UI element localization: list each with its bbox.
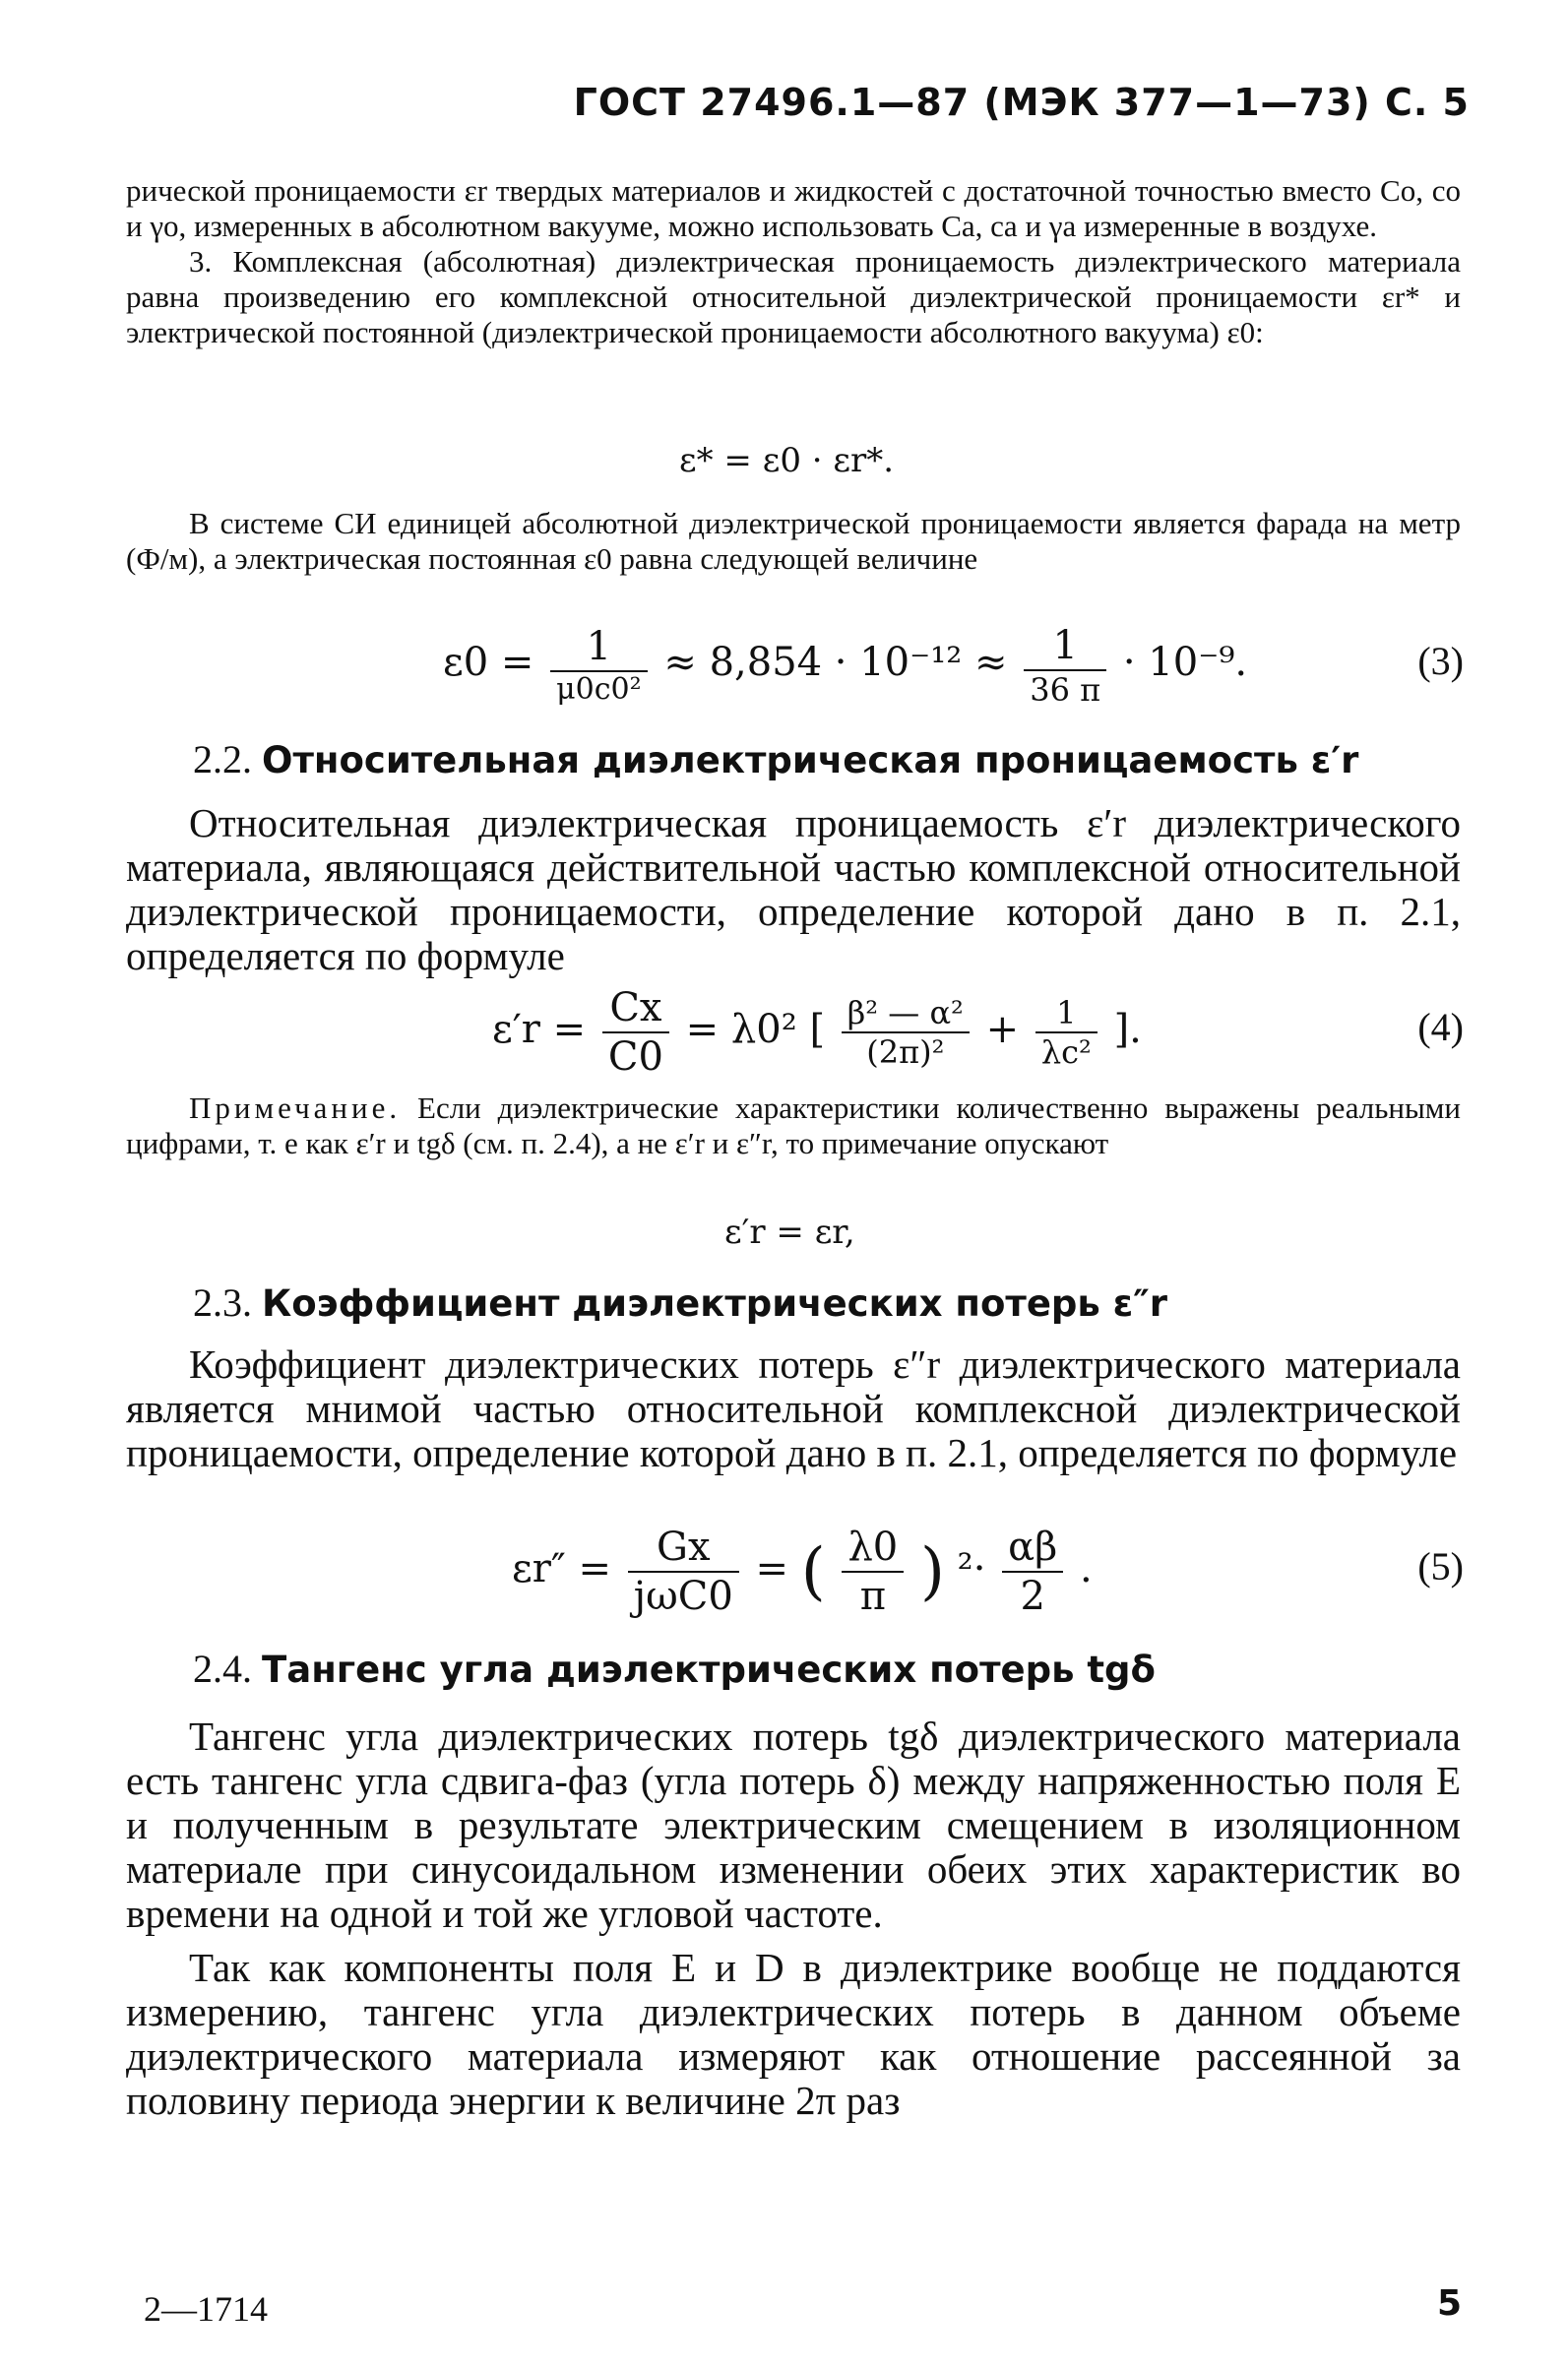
- formula-3-middle: ≈ 8,854 · 10⁻¹² ≈: [663, 640, 1008, 686]
- formula-complex-permittivity: ε* = ε0 · εr*.: [679, 441, 895, 480]
- note-label: Примечание.: [189, 1091, 402, 1125]
- formula-4-fraction-2: [842, 994, 970, 1072]
- formula-5-fraction-2: [842, 1524, 904, 1620]
- section-heading-2-2: [193, 736, 1358, 782]
- section-2-4-paragraph-1: Тангенс угла диэлектрических потерь tgδ диэлектрического материала есть тангенс угла сдвига-фаз (угла потерь δ) между напряженностью поля E и полученным в результате электрическим смещением в изоляционном материале при синусоидальном изменении обеих этих характеристик во времени на одной и той же угловой частоте.: [126, 1714, 1461, 1936]
- formula-5-fraction-3: [1002, 1524, 1063, 1620]
- formula-note: ε′r = εr,: [724, 1213, 855, 1252]
- formula-3: [443, 622, 1247, 709]
- formula-5: [512, 1524, 1093, 1620]
- formula-5-paren-close: ): [919, 1535, 945, 1608]
- formula-5-fraction-1-denominator: jωC0: [633, 1574, 733, 1619]
- section-heading-2-3: [193, 1279, 1167, 1326]
- section-2-3-title: Коэффициент диэлектрических потерь ε″r: [262, 1282, 1168, 1325]
- formula-3-fraction-1-denominator: μ0c0²: [556, 672, 642, 708]
- formula-5-fraction-2-numerator: λ0: [842, 1524, 904, 1573]
- intro-paragraph-1: рической проницаемости εr твердых материалов и жидкостей с достаточной точностью вместо Co, co и γo, измеренных в абсолютном вакууме, можно использовать Ca, ca и γa измеренные в воздухе.: [126, 173, 1461, 243]
- formula-5-power: ²·: [957, 1546, 986, 1591]
- equation-number-3: (3): [1417, 639, 1464, 683]
- formula-3-tail: · 10⁻⁹.: [1122, 640, 1248, 686]
- formula-5-fraction-1-numerator: Gx: [628, 1524, 739, 1573]
- formula-4-fraction-3-numerator: 1: [1035, 994, 1098, 1033]
- note-text: Если диэлектрические характеристики количественно выражены реальными цифрами, т. е как ε′r и tgδ (см. п. 2.4), а не ε′r и ε″r, то примечание опускают: [126, 1091, 1461, 1160]
- formula-5-lhs: εr″ =: [512, 1546, 612, 1591]
- formula-5-fraction-2-denominator: π: [859, 1574, 886, 1619]
- formula-4-fraction-2-numerator: β² — α²: [842, 994, 970, 1033]
- equation-number-5: (5): [1417, 1544, 1464, 1589]
- section-2-4-number: 2.4.: [193, 1647, 252, 1691]
- section-2-3-number: 2.3.: [193, 1280, 252, 1325]
- intro-block-2: [126, 506, 1461, 577]
- section-2-2-paragraph: Относительная диэлектрическая проницаемость ε′r диэлектрического материала, являющаяся действительной частью комплексной относительной диэлектрической проницаемости, определение которой дано в п. 2.1, определяется по формуле: [126, 800, 1461, 978]
- section-2-3-body: [126, 1342, 1461, 1475]
- section-2-4-title: Тангенс угла диэлектрических потерь tgδ: [262, 1649, 1156, 1691]
- section-2-3-paragraph: Коэффициент диэлектрических потерь ε″r диэлектрического материала является мнимой частью относительной комплексной диэлектрической проницаемости, определение которой дано в п. 2.1, определяется по формуле: [126, 1341, 1461, 1475]
- formula-3-fraction-1: [550, 623, 648, 708]
- formula-3-fraction-1-numerator: 1: [550, 623, 648, 672]
- formula-4: [492, 984, 1142, 1081]
- formula-4-middle: = λ0² [: [685, 1007, 826, 1052]
- formula-5-paren-open: (: [800, 1535, 826, 1608]
- formula-3-fraction-2: [1024, 622, 1106, 709]
- formula-4-lhs: ε′r =: [492, 1007, 587, 1052]
- formula-3-lhs: ε0 =: [443, 640, 534, 686]
- formula-5-end: .: [1080, 1546, 1093, 1591]
- footer-page-number: 5: [1436, 2283, 1462, 2324]
- section-2-4-body: [126, 1714, 1461, 2123]
- section-2-2-body: [126, 801, 1461, 978]
- equation-number-4: (4): [1417, 1005, 1464, 1049]
- formula-4-fraction-2-denominator: (2π)²: [866, 1033, 945, 1071]
- formula-5-middle: =: [755, 1546, 789, 1591]
- formula-3-fraction-2-numerator: 1: [1024, 622, 1106, 671]
- section-heading-2-4: [193, 1646, 1156, 1692]
- formula-4-fraction-1: [602, 984, 669, 1081]
- formula-4-fraction-1-denominator: C0: [607, 1034, 663, 1080]
- footer-print-code: 2—1714: [144, 2289, 268, 2329]
- formula-4-fraction-3-denominator: λc²: [1040, 1033, 1092, 1071]
- note-block: [126, 1091, 1461, 1161]
- formula-4-fraction-1-numerator: Cx: [602, 984, 669, 1033]
- note-paragraph: [126, 1091, 1461, 1161]
- page-header: ГОСТ 27496.1—87 (МЭК 377—1—73) С. 5: [573, 81, 1470, 124]
- formula-4-end: ].: [1113, 1007, 1142, 1052]
- formula-3-fraction-2-denominator: 36 π: [1030, 671, 1101, 709]
- intro-block: [126, 173, 1461, 350]
- section-2-4-paragraph-2: Так как компоненты поля E и D в диэлектрике вообще не поддаются измерению, тангенс угла диэлектрических потерь в данном объеме диэлектрического материала измеряют как отношение рассеянной за половину периода энергии к величине 2π раз: [126, 1945, 1461, 2123]
- formula-5-fraction-1: [628, 1524, 739, 1620]
- formula-5-fraction-3-denominator: 2: [1020, 1574, 1045, 1619]
- formula-4-fraction-3: [1035, 994, 1098, 1072]
- section-2-2-title: Относительная диэлектрическая проницаемость ε′r: [262, 739, 1359, 781]
- intro-paragraph-3: В системе СИ единицей абсолютной диэлектрической проницаемости является фарада на метр (Ф/м), а электрическая постоянная ε0 равна следующей величине: [126, 506, 1461, 576]
- section-2-2-number: 2.2.: [193, 737, 252, 781]
- intro-paragraph-2: 3. Комплексная (абсолютная) диэлектрическая проницаемость диэлектрического материала равна произведению его комплексной относительной диэлектрической проницаемости εr* и электрической постоянной (диэлектрической проницаемости абсолютного вакуума) ε0:: [126, 244, 1461, 349]
- formula-5-fraction-3-numerator: αβ: [1002, 1524, 1063, 1573]
- formula-4-plus: +: [985, 1007, 1020, 1052]
